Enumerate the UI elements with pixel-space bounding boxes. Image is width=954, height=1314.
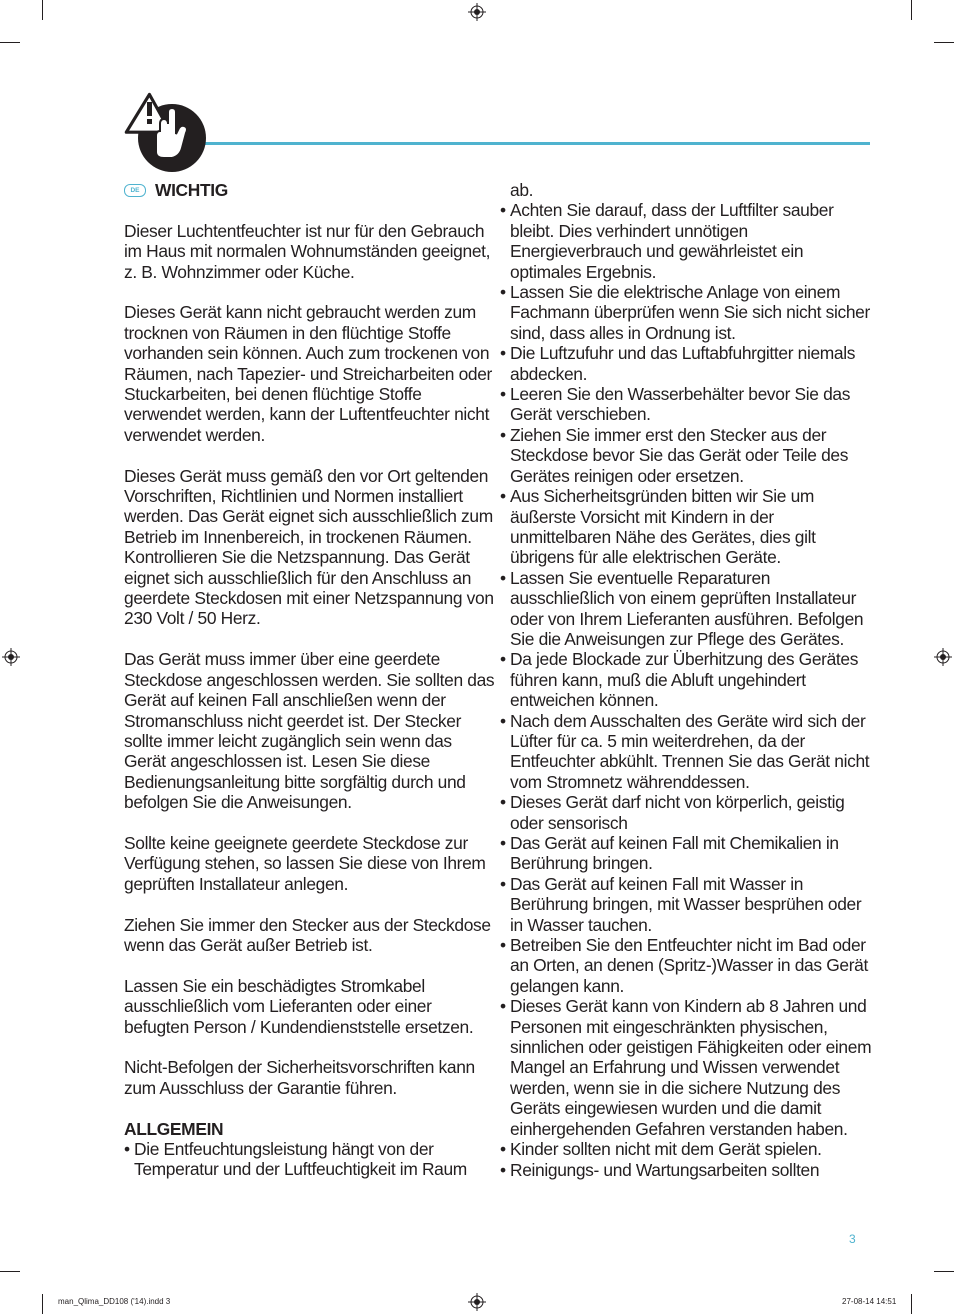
header-rule xyxy=(196,142,870,145)
bullet-item: • Da jede Blockade zur Überhitzung des Gerätes führen kann, muß die Abluft ungehindert entweichen können. xyxy=(500,649,872,710)
allgemein-heading: ALLGEMEIN xyxy=(124,1118,224,1139)
warning-hand-icon xyxy=(122,82,212,178)
crop-mark xyxy=(934,1271,954,1272)
registration-mark-icon xyxy=(468,3,486,21)
left-column xyxy=(124,180,496,1180)
registration-mark-icon xyxy=(2,648,20,666)
bullet-item: • Reinigungs- und Wartungsarbeiten sollten xyxy=(500,1160,872,1180)
crop-mark xyxy=(0,1271,20,1272)
bullet-item: • Betreiben Sie den Entfeuchter nicht im Bad oder an Orten, an denen (Spritz-)Wasser in das Gerät gelangen kann. xyxy=(500,935,872,996)
right-column xyxy=(500,180,872,1180)
bullet-item: • Lassen Sie eventuelle Reparaturen ausschließlich von einem geprüften Installateur oder von Ihrem Lieferanten ausführen. Befolgen Sie die Anweisungen zur Pflege des Gerätes. xyxy=(500,568,872,650)
language-badge: DE xyxy=(124,184,146,197)
paragraph: Dieses Gerät muss gemäß den vor Ort geltenden Vorschriften, Richtlinien und Normen installiert werden. Das Gerät eignet sich ausschließlich zum Betrieb im Innenbereich, in trockenen Räumen. Kontrollieren Sie die Netzspannung. Das Gerät eignet sich ausschließlich für den Anschluss an geerdete Steckdosen mit einer Netzspannung von 230 Volt / 50 Herz. xyxy=(124,465,494,629)
paragraph: Dieser Luchtentfeuchter ist nur für den Gebrauch im Haus mit normalen Wohnumständen geeignet, z. B. Wohnzimmer oder Küche. xyxy=(124,220,491,282)
registration-mark-icon xyxy=(934,648,952,666)
continuation-text: ab. xyxy=(510,180,534,200)
bullet-item: • Nach dem Ausschalten des Geräte wird sich der Lüfter für ca. 5 min weiterdrehen, da der Entfeuchter abkühlt. Trennen Sie das Gerät nicht vom Stromnetz währenddessen. xyxy=(500,711,872,793)
registration-mark-icon xyxy=(468,1293,486,1311)
bullet-item: • Ziehen Sie immer erst den Stecker aus der Steckdose bevor Sie das Gerät oder Teile des Gerätes reinigen oder ersetzen. xyxy=(500,425,872,486)
section-title: WICHTIG xyxy=(155,180,228,200)
paragraph: Nicht-Befolgen der Sicherheitsvorschriften kann zum Ausschluss der Garantie führen. xyxy=(124,1057,475,1098)
bullet-item: • Das Gerät auf keinen Fall mit Wasser in Berührung bringen, mit Wasser besprühen oder in Wasser tauchen. xyxy=(500,874,872,935)
crop-mark xyxy=(911,0,912,20)
section-heading xyxy=(124,180,496,200)
bullet-item: • Kinder sollten nicht mit dem Gerät spielen. xyxy=(500,1139,872,1159)
slug-timestamp: 27-08-14 14:51 xyxy=(842,1297,897,1306)
bullet-item: • Dieses Gerät kann von Kindern ab 8 Jahren und Personen mit eingeschränkten physischen, sinnlichen oder geistigen Fähigkeiten oder einem Mangel an Erfahrung und Wissen verwendet werden, wenn sie in die sichere Nutzung des Geräts eingewiesen wurden und die damit einhergehenden Gefahren verstanden haben. xyxy=(500,996,872,1139)
page-number: 3 xyxy=(849,1232,856,1246)
paragraph: Lassen Sie ein beschädigtes Stromkabel ausschließlich vom Lieferanten oder einer befugten Person / Kundendienststelle ersetzen. xyxy=(124,975,474,1037)
bullet-item: • Leeren Sie den Wasserbehälter bevor Sie das Gerät verschieben. xyxy=(500,384,872,425)
crop-mark xyxy=(934,42,954,43)
paragraph: Ziehen Sie immer den Stecker aus der Steckdose wenn das Gerät außer Betrieb ist. xyxy=(124,914,491,955)
crop-mark xyxy=(42,0,43,20)
paragraph: Sollte keine geeignete geerdete Steckdose zur Verfügung stehen, so lassen Sie diese von Ihrem geprüften Installateur anlegen. xyxy=(124,832,486,894)
bullet-item: • Achten Sie darauf, dass der Luftfilter sauber bleibt. Dies verhindert unnötigen Energieverbrauch und gewährleistet ein optimales Ergebnis. xyxy=(500,200,872,282)
bullet-list xyxy=(500,200,872,1180)
crop-mark xyxy=(911,1294,912,1314)
bullet-item: • Die Luftzufuhr und das Luftabfuhrgitter niemals abdecken. xyxy=(500,343,872,384)
bullet-item: • Aus Sicherheitsgründen bitten wir Sie um äußerste Vorsicht mit Kindern in der unmittelbaren Nähe des Gerätes, dies gilt übrigens für alle elektrischen Geräte. xyxy=(500,486,872,568)
bullet-item: • Die Entfeuchtungsleistung hängt von der Temperatur und der Luftfeuchtigkeit im Raum xyxy=(124,1139,496,1180)
bullet-item: • Lassen Sie die elektrische Anlage von einem Fachmann überprüfen wenn Sie sich nicht sicher sind, dass alles in Ordnung ist. xyxy=(500,282,872,343)
bullet-list xyxy=(124,1139,496,1180)
bullet-item: • Dieses Gerät darf nicht von körperlich, geistig oder sensorisch xyxy=(500,792,872,833)
paragraph: Das Gerät muss immer über eine geerdete Steckdose angeschlossen werden. Sie sollten das Gerät auf keinen Fall anschließen wenn der Stromanschluss nicht geerdet ist. Der Stecker sollte immer leicht zugänglich sein wenn das Gerät angeschlossen ist. Lesen Sie diese Bedienungsanleitung bitte sorgfältig durch und befolgen Sie die Anweisungen. xyxy=(124,649,495,813)
bullet-item: • Das Gerät auf keinen Fall mit Chemikalien in Berührung bringen. xyxy=(500,833,872,874)
paragraph: Dieses Gerät kann nicht gebraucht werden zum trocknen von Räumen in den flüchtige Stoffe vorhanden sein können. Auch zum trockenen von Räumen, nach Tapezier- und Streicharbeiten oder Stuckarbeiten, bei denen flüchtige Stoffe verwendet werden, kann der Luftentfeuchter nicht verwendet werden. xyxy=(124,302,492,445)
slug-filename: man_Qlima_DD108 ('14).indd 3 xyxy=(58,1297,171,1306)
crop-mark xyxy=(0,42,20,43)
crop-mark xyxy=(42,1294,43,1314)
